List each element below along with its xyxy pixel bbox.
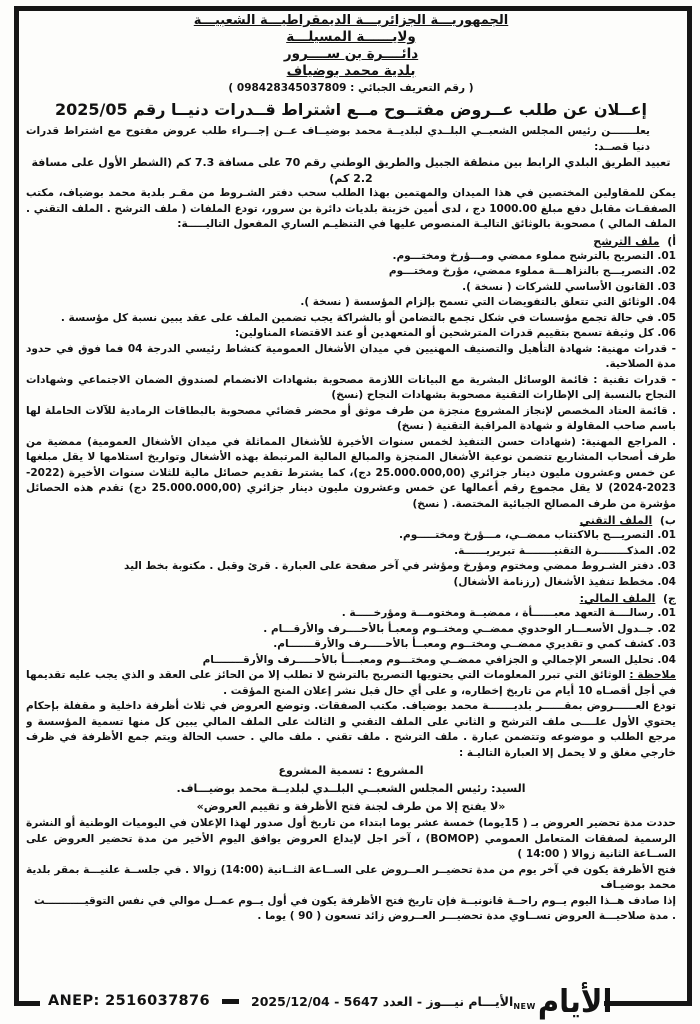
note-label: ملاحظة :	[629, 669, 676, 681]
list-item: 03. كشف كمي و تقديري ممضــي ومختــوم ومعبــأ بالأحـــــرف والأرقـــــــام.	[273, 638, 676, 650]
tax-id-line: ( رقم التعريف الجبائي : 098428345037809 )	[228, 82, 474, 94]
list-item: 03. دفتر الشـروط ممضي ومختوم ومؤرخ ومؤشر في آخر صفحة على العبارة . قرئ وقبل . مكتوبة بخط اليد	[124, 560, 676, 572]
list-item: 02. التصريـــح بالنزاهـــة مملوء ممضي، مؤرخ ومختـــوم	[388, 265, 676, 277]
section-c-heading	[26, 592, 676, 605]
list-item: 03. القانون الأساسي للشركات ( نسخة ).	[462, 280, 676, 293]
withdrawal-paragraph: يمكن للمقاولين المختصين في هذا الميدان والمهتمين بهذا الطلب سحب دفتر الشـروط من مقـر بلدية محمد بوضياف، مكتب الصفقـات مقابل دفع مبلغ 1000.00 دج ، لدى أمين خزينة بلديات دائرة بن سرور، تودع الملفات ( ملف الترشح . الملف التقني . الملف المالي ) مصحوبة بالوثائق التاليـة المنصوص عليها في التنظيـم الساري المفعول التاليـــــة:	[26, 187, 676, 230]
list-item: 04. تحليل السعر الإجمالي و الجزافي ممضــي ومختـــوم ومعبــــأ بالأحـــــرف والأرقــــــــام	[202, 653, 676, 666]
section-a-prefix: أ)	[667, 234, 676, 248]
deadline-preparation: حددت مدة تحضير العروض بـ ( 15يوما) خمسة عشر يوما ابتداء من تاريخ أول صدور لهذا الإعلان في اليوميات الوطنية أو النشرة الرسمية لصفقات المتعامل العمومي (BOMOP) ، آخر اجل لإيداع العروض يوافق اليوم الأخير من مدة تحضير العروض على الســاعة الثانية زوالا ( 14:00 )	[26, 817, 676, 860]
section-b-heading	[26, 514, 676, 527]
list-item: . المراجع المهنية: (شهادات حسن التنفيذ لخمس سنوات الأخيرة للأشغال المماثلة في ميدان الأشغال العمومية) ممضية من طرف أصحاب المشاريع تتضمن نوعية الأشغال المنجزة والمبالغ المالية المرتبطة بهذه الأشغال وتواريخ استلامها لا يقل مبلغها عن خمس وعشرون مليون دينار جزائري (25.000.000,00 دج)، كما يشترط تقديم حصائل مالية للثلاث سنوات الأخيرة (2022-2023-2024) لا يقل مجموع رقم أعمالها عن خمس وعشرون مليون دينار جزائري (25.000.000,00 دج) تقدم هذه الحصائل مؤشرة من طرف المصالح الجبائية المختصة. ( نسخ)	[26, 435, 676, 510]
list-item: 06. كل وثيقة تسمح بتقييم قدرات المترشحين أو المتعهدين أو عند الاقتضاء المناولين:	[234, 327, 676, 339]
commune-line: بلدية محمد بوضياف	[286, 63, 416, 79]
wilaya-line: ولايــــــة المسيلـــة	[286, 29, 416, 45]
envelope-addressee-line: السيد: رئيس المجلس الشعبــي البلــدي لبلديــة محمد بوضيـــاف.	[176, 782, 526, 795]
deadline-validity: . مدة صلاحيـــة العروض تســاوي مدة تحضيـــر العــروض زائد تسعون ( 90 ) يوما .	[257, 910, 676, 922]
separator-dash-icon	[222, 999, 239, 1004]
section-b-prefix: ب)	[659, 514, 676, 527]
intro-paragraph: يعلـــــــن رئيس المجلس الشعبــي البلــدي لبلديــة محمد بوضيــاف عــن إجـــراء طلب عروض مفتوح مع اشتراط قدرات دنيا قصــد:	[26, 125, 650, 153]
newspaper-footer	[40, 978, 613, 1024]
announcement-title: إعــلان عن طلب عــروض مفتــوح مــع اشتراط قــدرات دنيــا رقم 2025/05	[54, 100, 648, 119]
anep-number: ANEP: 2516037876	[48, 993, 211, 1009]
list-item: 01. التصريح بالترشح مملوء ممضي ومـــؤرخ ومختـــوم.	[392, 249, 676, 262]
deadline-opening: فتح الأظرفة يكون في آخر يوم من مدة تحضيــر العــروض على الســاعة الثــانية (14:00) زوالا . في جلســة علنيـــة بمقر بلدية محمد بوضيـاف	[26, 863, 676, 891]
republic-line: الجمهوريـــة الجزائريـــة الديمقراطيـــة الشعبيـــة	[193, 13, 509, 28]
project-description: تعبيد الطريق البلدي الرابط بين منطقة الجبيل والطريق الوطني رقم 70 على مسافة 7.3 كم (الشطر الأول على مسافة 2.2 كم)	[31, 156, 671, 185]
note-paragraph	[26, 668, 676, 699]
deposit-paragraph: تودع العــــــروض بمقــــــر بلديـــــــة محمد بوضياف. مكتب الصفقات. وتوضع العروض في ثلاث أظرفة داخلية و مقفلة بإحكام يحتوي الأول علــــى ملف الترشح و الثاني على الملف التقني و الثالث على الملف المالي يبين كل منها تسمية المؤسسة و مرجع الطلب و موضوعه وتتضمن عبارة . ملف الترشح . ملف تقني . ملف مالي . حسب الحالة ويتم جمع الأظرفة في ظرف خارجي مغلق و لا يحمل إلا العبارة التاليـة :	[26, 700, 676, 759]
section-c-prefix: ج)	[663, 592, 676, 605]
envelope-project-line: المشروع : تسمية المشروع	[278, 764, 424, 777]
list-item: - قدرات تقنية : قائمة الوسائل البشرية مع البيانات اللازمة مصحوبة بشهادات الانضمام لصندوق الضمان الاجتماعي وشهادات النجاح بالنسبة إلى الإطارات التقنية مصحوبة بشهادات النجاح (نسخ)	[26, 373, 676, 401]
section-a-heading	[26, 235, 676, 248]
section-a-label: ملف الترشح	[593, 234, 660, 248]
list-item: . قائمة العتاد المخصص لإنجاز المشروع منجزة من طرف موثق أو محضر قضائي مصحوبة بالبطاقات الرمادية للآلات الحاملة لها باسم صاحب المقاولة و شهادة المراقبة التقنية ( نسخ)	[26, 404, 676, 432]
section-b-label: الملف التقني	[579, 514, 653, 527]
issue-info: الأيـــام نيـــوز - العدد 5647 - 2025/12/04	[251, 993, 514, 1009]
deadline-holiday: إذا صادف هــذا اليوم يــوم راحــة قانونيــة فإن تاريخ فتح الأظرفة يكون في أول يــوم عمــل موالي في نفس التوقيـــــــــــت	[34, 894, 676, 907]
daira-line: دائــــرة بن ســــرور	[283, 46, 419, 62]
section-c-label: الملف المالي:	[579, 592, 656, 605]
document-content	[26, 12, 676, 976]
list-item: - قدرات مهنية: شهادة التأهيل والتصنيف المهنيين في ميدان الأشغال العمومية كنشاط رئيسي الدرجة 04 فما فوق في حدود مدة الصلاحية.	[26, 342, 676, 370]
list-item: 01. رسالــــة التعهد معبــــــأة ، ممضيــة ومختومـــة ومؤرخـــــة .	[341, 607, 676, 619]
list-item: 04. مخطط تنفيذ الأشغال (رزنامة الأشغال)	[453, 575, 676, 588]
note-text: الوثائق التي تبرر المعلومات التي يحتويها التصريح بالترشح لا تطلب إلا من الحائز على العقد و الذي يجب عليه تقديمها في أجل أقصـاه 10 أيام من تاريخ إخطاره، و على أي حال قبل نشر إعلان المنح المؤقت .	[26, 669, 676, 697]
list-item: 04. الوثائق التي تتعلق بالتفويضات التي تسمح بإلزام المؤسسة ( نسخة ).	[300, 296, 676, 308]
new-label: NEW	[513, 1001, 536, 1011]
list-item: 01. التصريـــح بالاكتتاب ممضــي، مـــؤرخ ومختـــــوم.	[399, 529, 676, 541]
envelope-warning-line: «لا يفتح إلا من طرف لجنة فتح الأظرفة و تقييم العروض»	[196, 800, 506, 813]
document-header	[26, 13, 676, 94]
list-item: 05. في حالة تجمع مؤسسات في شكل تجمع بالتضامن أو بالشراكة يجب تضمين الملف على عقد يبين نسبة كل مؤسسة .	[60, 311, 676, 324]
list-item: 02. جــدول الأسعـــار الوحدوي ممضــي ومختــوم ومعبـأ بالأحــــرف والأرقـــام .	[263, 622, 676, 635]
alayem-newspaper-logo: الأيام	[537, 982, 613, 1019]
list-item: 02. المذكــــــــرة التقنيــــــــة تبريريــــــة.	[454, 544, 676, 557]
